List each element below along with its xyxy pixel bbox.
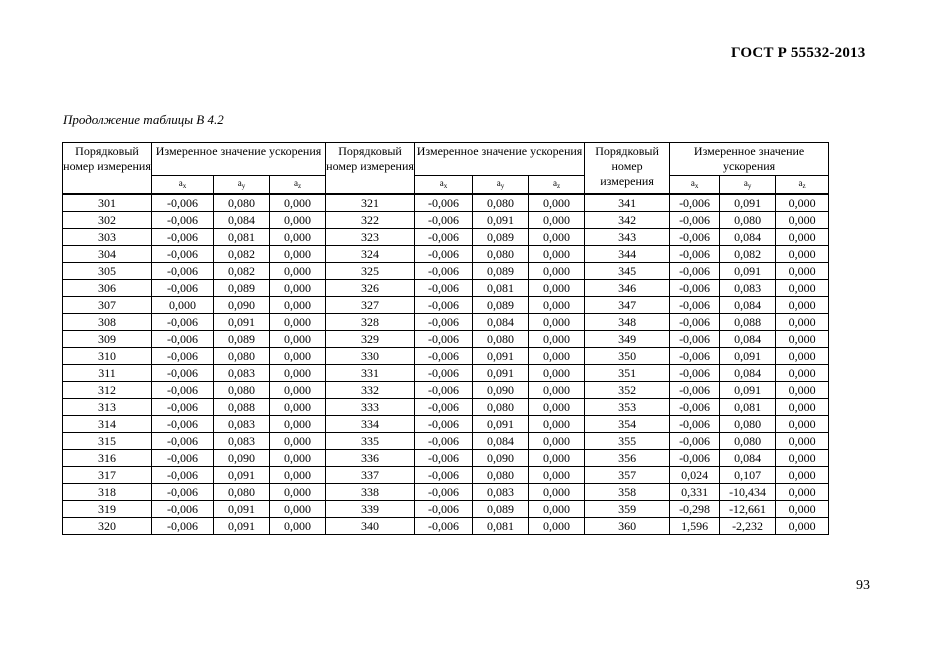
acceleration-value-cell: -0,006 [415, 314, 473, 331]
measurement-number-cell: 338 [326, 484, 415, 501]
measurement-number-cell: 341 [585, 194, 670, 212]
header-index-label: Порядковый номер измерения [326, 143, 415, 195]
acceleration-value-cell: -0,006 [152, 501, 214, 518]
acceleration-value-cell: 0,000 [776, 450, 829, 467]
acceleration-value-cell: 0,091 [214, 314, 270, 331]
axis-base-label: a [690, 178, 695, 188]
header-axis-x [670, 176, 720, 195]
acceleration-value-cell: 0,000 [270, 399, 326, 416]
measurement-number-cell: 359 [585, 501, 670, 518]
acceleration-value-cell: -0,006 [152, 382, 214, 399]
acceleration-value-cell: 0,084 [720, 365, 776, 382]
acceleration-value-cell: 0,091 [214, 518, 270, 535]
table-row [63, 416, 829, 433]
measurement-number-cell: 305 [63, 263, 152, 280]
measurement-number-cell: 330 [326, 348, 415, 365]
acceleration-value-cell: 0,080 [473, 399, 529, 416]
acceleration-value-cell: 0,000 [776, 314, 829, 331]
acceleration-value-cell: 0,000 [270, 348, 326, 365]
header-measured-label: Измеренное значение ускорения [670, 143, 829, 176]
measurement-number-cell: 354 [585, 416, 670, 433]
table-row [63, 365, 829, 382]
measurement-number-cell: 344 [585, 246, 670, 263]
measurement-number-cell: 342 [585, 212, 670, 229]
measurement-number-cell: 301 [63, 194, 152, 212]
acceleration-value-cell: 0,088 [720, 314, 776, 331]
measurement-number-cell: 324 [326, 246, 415, 263]
acceleration-value-cell: 0,000 [776, 194, 829, 212]
acceleration-value-cell: -0,006 [670, 416, 720, 433]
acceleration-value-cell: 0,000 [776, 416, 829, 433]
acceleration-value-cell: -0,006 [152, 365, 214, 382]
acceleration-value-cell: 0,090 [473, 450, 529, 467]
acceleration-value-cell: 0,331 [670, 484, 720, 501]
acceleration-value-cell: 0,083 [473, 484, 529, 501]
acceleration-value-cell: 0,088 [214, 399, 270, 416]
measurement-number-cell: 345 [585, 263, 670, 280]
acceleration-value-cell: 0,090 [473, 382, 529, 399]
acceleration-value-cell: -10,434 [720, 484, 776, 501]
header-axis-z [270, 176, 326, 195]
acceleration-value-cell: 0,000 [529, 314, 585, 331]
table-row [63, 212, 829, 229]
acceleration-value-cell: 0,080 [214, 348, 270, 365]
acceleration-value-cell: 0,081 [214, 229, 270, 246]
acceleration-value-cell: 0,083 [214, 433, 270, 450]
header-axis-y [214, 176, 270, 195]
acceleration-value-cell: -0,006 [152, 399, 214, 416]
measurement-number-cell: 320 [63, 518, 152, 535]
acceleration-value-cell: 0,000 [529, 399, 585, 416]
acceleration-value-cell: -0,006 [152, 194, 214, 212]
measurement-number-cell: 318 [63, 484, 152, 501]
acceleration-value-cell: 0,000 [529, 263, 585, 280]
acceleration-value-cell: -0,006 [670, 382, 720, 399]
axis-base-label: a [178, 178, 183, 188]
acceleration-value-cell: 0,084 [720, 331, 776, 348]
acceleration-value-cell: -0,006 [670, 263, 720, 280]
acceleration-value-cell: 0,000 [776, 280, 829, 297]
acceleration-value-cell: 0,091 [720, 263, 776, 280]
acceleration-value-cell: 0,000 [270, 280, 326, 297]
acceleration-value-cell: 0,084 [720, 450, 776, 467]
acceleration-value-cell: -0,006 [415, 297, 473, 314]
table-row [63, 348, 829, 365]
acceleration-value-cell: -0,006 [152, 484, 214, 501]
table-row [63, 484, 829, 501]
measurement-number-cell: 331 [326, 365, 415, 382]
acceleration-value-cell: 0,000 [776, 501, 829, 518]
header-axis-y [720, 176, 776, 195]
acceleration-value-cell: -0,006 [670, 297, 720, 314]
acceleration-value-cell: 0,091 [473, 348, 529, 365]
acceleration-value-cell: 0,091 [720, 348, 776, 365]
acceleration-value-cell: 0,000 [270, 484, 326, 501]
acceleration-value-cell: -0,006 [415, 399, 473, 416]
acceleration-value-cell: -0,006 [152, 229, 214, 246]
header-axis-x [152, 176, 214, 195]
acceleration-value-cell: 0,000 [270, 229, 326, 246]
measurement-number-cell: 308 [63, 314, 152, 331]
acceleration-value-cell: 0,000 [529, 433, 585, 450]
acceleration-value-cell: 0,081 [473, 518, 529, 535]
acceleration-value-cell: 0,000 [270, 416, 326, 433]
acceleration-value-cell: 0,000 [529, 365, 585, 382]
acceleration-value-cell: 0,000 [270, 433, 326, 450]
acceleration-value-cell: 0,091 [473, 365, 529, 382]
acceleration-value-cell: 0,083 [720, 280, 776, 297]
measurement-number-cell: 332 [326, 382, 415, 399]
measurement-number-cell: 304 [63, 246, 152, 263]
table-row [63, 263, 829, 280]
acceleration-value-cell: -0,006 [670, 365, 720, 382]
acceleration-value-cell: 0,000 [270, 331, 326, 348]
measurement-number-cell: 313 [63, 399, 152, 416]
acceleration-value-cell: 0,000 [776, 229, 829, 246]
acceleration-value-cell: 0,000 [776, 263, 829, 280]
acceleration-value-cell: 0,080 [720, 416, 776, 433]
acceleration-value-cell: 0,000 [776, 399, 829, 416]
acceleration-value-cell: 0,080 [473, 194, 529, 212]
document-code: ГОСТ Р 55532-2013 [731, 45, 866, 61]
acceleration-value-cell: 1,596 [670, 518, 720, 535]
table-row [63, 467, 829, 484]
measurement-number-cell: 360 [585, 518, 670, 535]
acceleration-value-cell: 0,000 [270, 467, 326, 484]
measurement-number-cell: 343 [585, 229, 670, 246]
measurement-number-cell: 309 [63, 331, 152, 348]
acceleration-value-cell: -0,006 [152, 263, 214, 280]
acceleration-value-cell: 0,091 [720, 194, 776, 212]
acceleration-value-cell: 0,000 [776, 246, 829, 263]
acceleration-value-cell: -0,006 [415, 365, 473, 382]
acceleration-value-cell: 0,089 [473, 229, 529, 246]
acceleration-value-cell: 0,000 [776, 433, 829, 450]
acceleration-value-cell: 0,000 [529, 194, 585, 212]
measurement-number-cell: 339 [326, 501, 415, 518]
acceleration-value-cell: -0,006 [670, 399, 720, 416]
measurement-number-cell: 351 [585, 365, 670, 382]
measurement-number-cell: 307 [63, 297, 152, 314]
measurement-number-cell: 312 [63, 382, 152, 399]
measurement-number-cell: 355 [585, 433, 670, 450]
acceleration-value-cell: 0,080 [720, 212, 776, 229]
acceleration-value-cell: 0,081 [473, 280, 529, 297]
acceleration-value-cell: -0,006 [670, 246, 720, 263]
measurement-number-cell: 328 [326, 314, 415, 331]
acceleration-value-cell: 0,000 [270, 382, 326, 399]
acceleration-value-cell: 0,000 [776, 467, 829, 484]
acceleration-table [62, 142, 829, 535]
header-index-label: Порядковый номер измерения [585, 143, 670, 195]
acceleration-value-cell: 0,084 [473, 314, 529, 331]
axis-base-label: a [237, 178, 242, 188]
measurement-number-cell: 302 [63, 212, 152, 229]
table-row [63, 297, 829, 314]
acceleration-value-cell: 0,082 [214, 263, 270, 280]
acceleration-value-cell: 0,000 [776, 365, 829, 382]
acceleration-value-cell: 0,000 [776, 331, 829, 348]
measurement-number-cell: 346 [585, 280, 670, 297]
acceleration-value-cell: -0,006 [152, 467, 214, 484]
measurement-number-cell: 340 [326, 518, 415, 535]
measurement-number-cell: 322 [326, 212, 415, 229]
axis-base-label: a [496, 178, 501, 188]
acceleration-value-cell: -0,006 [152, 314, 214, 331]
measurement-number-cell: 323 [326, 229, 415, 246]
acceleration-value-cell: 0,082 [214, 246, 270, 263]
table-row [63, 314, 829, 331]
acceleration-value-cell: -0,006 [415, 280, 473, 297]
measurement-number-cell: 315 [63, 433, 152, 450]
acceleration-value-cell: 0,000 [776, 348, 829, 365]
acceleration-value-cell: 0,000 [152, 297, 214, 314]
acceleration-value-cell: 0,080 [473, 331, 529, 348]
acceleration-value-cell: -0,006 [670, 348, 720, 365]
acceleration-value-cell: -0,006 [415, 194, 473, 212]
acceleration-value-cell: 0,000 [529, 484, 585, 501]
measurement-number-cell: 334 [326, 416, 415, 433]
header-measured-label: Измеренное значение ускорения [415, 143, 585, 176]
measurement-number-cell: 353 [585, 399, 670, 416]
axis-subscript: z [297, 182, 302, 190]
acceleration-value-cell: 0,000 [529, 518, 585, 535]
measurement-number-cell: 319 [63, 501, 152, 518]
measurement-number-cell: 337 [326, 467, 415, 484]
measurement-number-cell: 310 [63, 348, 152, 365]
acceleration-value-cell: -0,006 [415, 467, 473, 484]
acceleration-value-cell: -0,006 [415, 212, 473, 229]
acceleration-value-cell: 0,000 [529, 246, 585, 263]
table-row [63, 450, 829, 467]
acceleration-value-cell: -0,006 [152, 450, 214, 467]
acceleration-value-cell: -0,006 [415, 518, 473, 535]
acceleration-value-cell: -0,006 [670, 280, 720, 297]
acceleration-value-cell: 0,000 [529, 331, 585, 348]
acceleration-value-cell: 0,000 [529, 212, 585, 229]
axis-subscript: y [241, 182, 246, 190]
acceleration-value-cell: -0,006 [415, 433, 473, 450]
acceleration-value-cell: -0,006 [415, 331, 473, 348]
acceleration-value-cell: -0,006 [152, 518, 214, 535]
measurement-number-cell: 333 [326, 399, 415, 416]
acceleration-value-cell: -0,006 [415, 382, 473, 399]
header-index-label: Порядковый номер измерения [63, 143, 152, 195]
acceleration-value-cell: 0,084 [720, 297, 776, 314]
acceleration-value-cell: 0,082 [720, 246, 776, 263]
acceleration-value-cell: -0,006 [670, 194, 720, 212]
acceleration-value-cell: 0,080 [720, 433, 776, 450]
header-axis-z [776, 176, 829, 195]
measurement-number-cell: 352 [585, 382, 670, 399]
acceleration-value-cell: -0,006 [670, 433, 720, 450]
acceleration-value-cell: -0,006 [152, 246, 214, 263]
acceleration-value-cell: 0,000 [270, 212, 326, 229]
table-row [63, 501, 829, 518]
acceleration-value-cell: -0,006 [415, 416, 473, 433]
acceleration-value-cell: 0,090 [214, 297, 270, 314]
table-row [63, 382, 829, 399]
measurement-number-cell: 356 [585, 450, 670, 467]
measurement-number-cell: 350 [585, 348, 670, 365]
acceleration-value-cell: -0,006 [152, 416, 214, 433]
acceleration-value-cell: -0,006 [415, 450, 473, 467]
table-row [63, 331, 829, 348]
acceleration-value-cell: -0,006 [152, 212, 214, 229]
table-row [63, 246, 829, 263]
axis-base-label: a [293, 178, 298, 188]
acceleration-value-cell: 0,000 [270, 194, 326, 212]
table-row [63, 194, 829, 212]
measurement-number-cell: 357 [585, 467, 670, 484]
measurement-number-cell: 349 [585, 331, 670, 348]
acceleration-value-cell: 0,000 [270, 297, 326, 314]
acceleration-value-cell: 0,000 [529, 348, 585, 365]
acceleration-value-cell: 0,000 [529, 467, 585, 484]
axis-base-label: a [743, 178, 748, 188]
acceleration-value-cell: 0,089 [214, 331, 270, 348]
acceleration-value-cell: 0,000 [529, 229, 585, 246]
table-header [63, 143, 829, 195]
axis-subscript: z [556, 182, 561, 190]
acceleration-value-cell: -12,661 [720, 501, 776, 518]
acceleration-value-cell: 0,024 [670, 467, 720, 484]
table-row [63, 399, 829, 416]
acceleration-value-cell: 0,091 [214, 501, 270, 518]
axis-base-label: a [552, 178, 557, 188]
table-row [63, 280, 829, 297]
table-row [63, 518, 829, 535]
acceleration-value-cell: -0,006 [670, 314, 720, 331]
acceleration-value-cell: 0,000 [529, 280, 585, 297]
header-axis-z [529, 176, 585, 195]
measurement-number-cell: 325 [326, 263, 415, 280]
acceleration-value-cell: 0,084 [214, 212, 270, 229]
acceleration-value-cell: 0,091 [720, 382, 776, 399]
acceleration-value-cell: 0,083 [214, 365, 270, 382]
axis-subscript: y [747, 182, 752, 190]
acceleration-value-cell: 0,000 [270, 450, 326, 467]
page-number: 93 [856, 578, 870, 593]
acceleration-value-cell: 0,000 [270, 501, 326, 518]
acceleration-value-cell: -0,006 [152, 433, 214, 450]
acceleration-value-cell: 0,084 [473, 433, 529, 450]
measurement-number-cell: 314 [63, 416, 152, 433]
measurement-number-cell: 316 [63, 450, 152, 467]
acceleration-value-cell: 0,081 [720, 399, 776, 416]
measurement-number-cell: 311 [63, 365, 152, 382]
acceleration-value-cell: 0,091 [214, 467, 270, 484]
measurement-number-cell: 327 [326, 297, 415, 314]
acceleration-value-cell: 0,000 [529, 382, 585, 399]
acceleration-value-cell: -0,006 [415, 501, 473, 518]
measurement-number-cell: 317 [63, 467, 152, 484]
table-row [63, 229, 829, 246]
acceleration-value-cell: -0,006 [670, 331, 720, 348]
acceleration-value-cell: -0,006 [415, 348, 473, 365]
axis-subscript: x [694, 182, 699, 190]
acceleration-value-cell: 0,000 [270, 246, 326, 263]
acceleration-value-cell: 0,083 [214, 416, 270, 433]
measurement-number-cell: 358 [585, 484, 670, 501]
axis-subscript: z [802, 182, 806, 190]
acceleration-value-cell: 0,089 [473, 263, 529, 280]
acceleration-value-cell: 0,090 [214, 450, 270, 467]
table-caption: Продолжение таблицы В 4.2 [63, 112, 224, 127]
acceleration-value-cell: -0,006 [415, 229, 473, 246]
acceleration-value-cell: -2,232 [720, 518, 776, 535]
axis-subscript: y [500, 182, 505, 190]
acceleration-value-cell: 0,000 [270, 314, 326, 331]
acceleration-value-cell: 0,089 [473, 501, 529, 518]
acceleration-value-cell: 0,080 [214, 382, 270, 399]
header-axis-y [473, 176, 529, 195]
acceleration-value-cell: 0,084 [720, 229, 776, 246]
acceleration-value-cell: 0,000 [776, 297, 829, 314]
acceleration-value-cell: 0,000 [270, 263, 326, 280]
acceleration-value-cell: 0,091 [473, 212, 529, 229]
measurement-number-cell: 347 [585, 297, 670, 314]
acceleration-value-cell: -0,006 [152, 331, 214, 348]
header-axis-x [415, 176, 473, 195]
acceleration-value-cell: 0,000 [270, 518, 326, 535]
acceleration-value-cell: 0,107 [720, 467, 776, 484]
acceleration-value-cell: 0,080 [214, 484, 270, 501]
acceleration-value-cell: 0,000 [270, 365, 326, 382]
measurement-number-cell: 321 [326, 194, 415, 212]
measurement-number-cell: 326 [326, 280, 415, 297]
measurement-number-cell: 303 [63, 229, 152, 246]
acceleration-value-cell: 0,000 [776, 212, 829, 229]
acceleration-value-cell: -0,006 [670, 450, 720, 467]
acceleration-value-cell: 0,080 [214, 194, 270, 212]
acceleration-value-cell: -0,006 [152, 280, 214, 297]
measurement-number-cell: 306 [63, 280, 152, 297]
axis-base-label: a [798, 178, 803, 188]
acceleration-value-cell: 0,000 [529, 501, 585, 518]
axis-subscript: x [443, 182, 448, 190]
measurement-number-cell: 348 [585, 314, 670, 331]
measurement-number-cell: 335 [326, 433, 415, 450]
acceleration-value-cell: -0,006 [670, 229, 720, 246]
acceleration-value-cell: 0,089 [214, 280, 270, 297]
measurement-number-cell: 329 [326, 331, 415, 348]
table-body [63, 194, 829, 535]
acceleration-value-cell: -0,006 [670, 212, 720, 229]
table-row [63, 433, 829, 450]
acceleration-value-cell: 0,091 [473, 416, 529, 433]
acceleration-value-cell: 0,000 [776, 518, 829, 535]
acceleration-value-cell: -0,006 [415, 484, 473, 501]
acceleration-value-cell: -0,298 [670, 501, 720, 518]
acceleration-value-cell: 0,080 [473, 467, 529, 484]
acceleration-value-cell: 0,000 [529, 450, 585, 467]
axis-base-label: a [439, 178, 444, 188]
acceleration-value-cell: 0,000 [529, 416, 585, 433]
acceleration-value-cell: -0,006 [152, 348, 214, 365]
acceleration-value-cell: 0,000 [529, 297, 585, 314]
acceleration-value-cell: 0,000 [776, 484, 829, 501]
acceleration-value-cell: 0,080 [473, 246, 529, 263]
axis-subscript: x [182, 182, 187, 190]
acceleration-value-cell: -0,006 [415, 263, 473, 280]
measurement-number-cell: 336 [326, 450, 415, 467]
acceleration-value-cell: 0,089 [473, 297, 529, 314]
acceleration-value-cell: 0,000 [776, 382, 829, 399]
header-measured-label: Измеренное значение ускорения [152, 143, 326, 176]
acceleration-value-cell: -0,006 [415, 246, 473, 263]
